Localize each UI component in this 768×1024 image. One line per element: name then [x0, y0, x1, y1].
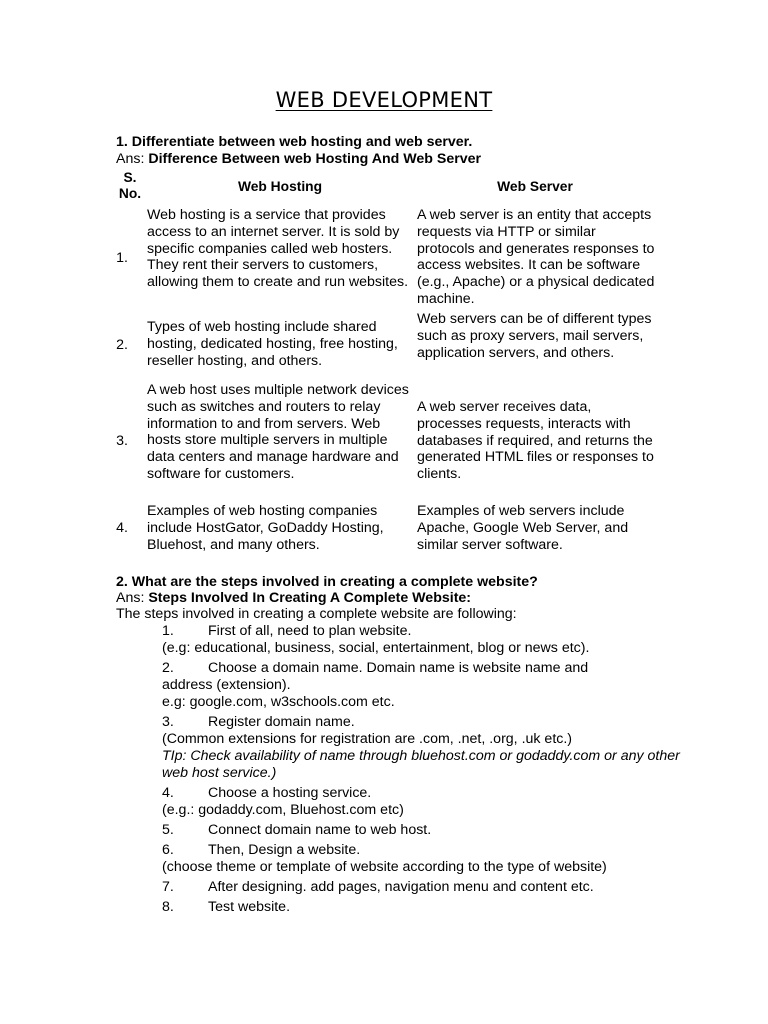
step-number: 1. — [162, 623, 174, 639]
table-header-web-hosting: Web Hosting — [237, 179, 323, 194]
page-title: WEB DEVELOPMENT — [275, 88, 493, 112]
step-line — [162, 879, 682, 896]
table-row-2-hosting: Types of web hosting include shared hosting, dedicated hosting, free hosting, reseller hosting, and others. — [147, 319, 398, 369]
step-text: Then, Design a website. — [208, 842, 361, 858]
step-item — [162, 660, 682, 711]
step-number: 3. — [162, 714, 174, 730]
table-row-1-server: A web server is an entity that accepts requests via HTTP or similar protocols and generates responses to access websites. It can be software (e.g., Apache) or a physical dedicated machine. — [417, 207, 655, 307]
table-row-1-hosting: Web hosting is a service that provides access to an internet server. It is sold by specific companies called web hosters. They rent their servers to customers, allowing them to create and run websites. — [147, 207, 409, 291]
step-number: 4. — [162, 785, 174, 801]
answer-2-heading — [116, 590, 471, 606]
step-note: (e.g: educational, business, social, entertainment, blog or news etc). — [162, 640, 590, 656]
answer-2-title: Steps Involved In Creating A Complete Website: — [148, 590, 472, 606]
step-text: Choose a domain name. Domain name is website name and — [208, 660, 589, 676]
table-row-3-hosting: A web host uses multiple network devices such as switches and routers to relay information to and from servers. Web hosts store multiple servers in multiple data centers and manage hardware and software for customers. — [147, 382, 409, 482]
step-item — [162, 842, 682, 876]
question-2: 2. What are the steps involved in creating a complete website? — [116, 574, 538, 590]
table-row-4-server: Examples of web servers include Apache, Google Web Server, and similar server software. — [417, 503, 629, 553]
step-item — [162, 714, 682, 782]
step-number: 5. — [162, 822, 174, 838]
table-row-3-server: A web server receives data, processes requests, interacts with databases if required, and returns the generated HTML files or responses to clients. — [417, 399, 654, 483]
answer-1-heading — [116, 151, 481, 167]
step-note: (choose theme or template of website according to the type of website) — [162, 859, 607, 875]
answer-1-title: Difference Between web Hosting And Web Server — [148, 151, 482, 167]
table-row-2-number: 2. — [116, 337, 128, 353]
answer-2-prefix: Ans: — [116, 590, 149, 606]
question-1: 1. Differentiate between web hosting and web server. — [116, 134, 473, 150]
table-row-2-server: Web servers can be of different types such as proxy servers, mail servers, application servers, and others. — [417, 311, 652, 361]
step-text: First of all, need to plan website. — [208, 623, 412, 639]
steps-intro: The steps involved in creating a complete website are following: — [116, 606, 517, 622]
step-note: (e.g.: godaddy.com, Bluehost.com etc) — [162, 802, 404, 818]
step-number: 6. — [162, 842, 174, 858]
step-item — [162, 623, 682, 657]
table-row-4-hosting: Examples of web hosting companies include HostGator, GoDaddy Hosting, Bluehost, and many others. — [147, 503, 384, 553]
steps-list — [162, 623, 682, 916]
step-item — [162, 879, 682, 896]
table-row-1-number: 1. — [116, 250, 128, 266]
step-item — [162, 785, 682, 819]
step-line — [162, 660, 682, 677]
step-item — [162, 899, 682, 916]
step-text: After designing. add pages, navigation menu and content etc. — [208, 879, 594, 895]
table-row-4-number: 4. — [116, 520, 128, 536]
step-item — [162, 822, 682, 839]
step-text: Choose a hosting service. — [208, 785, 372, 801]
table-header-sno: S. No. — [118, 170, 142, 201]
step-note: address (extension). — [162, 677, 291, 693]
step-tip: TIp: Check availability of name through bluehost.com or godaddy.com or any other web host service.) — [162, 748, 680, 781]
step-line — [162, 822, 682, 839]
step-note: (Common extensions for registration are .com, .net, .org, .uk etc.) — [162, 731, 573, 747]
step-number: 7. — [162, 879, 174, 895]
step-number: 2. — [162, 660, 174, 676]
table-header-web-server: Web Server — [497, 179, 573, 194]
step-text: Connect domain name to web host. — [208, 822, 432, 838]
step-line — [162, 785, 682, 802]
step-line — [162, 899, 682, 916]
step-note: e.g: google.com, w3schools.com etc. — [162, 694, 395, 710]
step-text: Register domain name. — [208, 714, 355, 730]
step-line — [162, 623, 682, 640]
answer-1-prefix: Ans: — [116, 151, 149, 167]
step-text: Test website. — [208, 899, 291, 915]
step-line — [162, 714, 682, 731]
step-number: 8. — [162, 899, 174, 915]
step-line — [162, 842, 682, 859]
table-row-3-number: 3. — [116, 433, 128, 449]
